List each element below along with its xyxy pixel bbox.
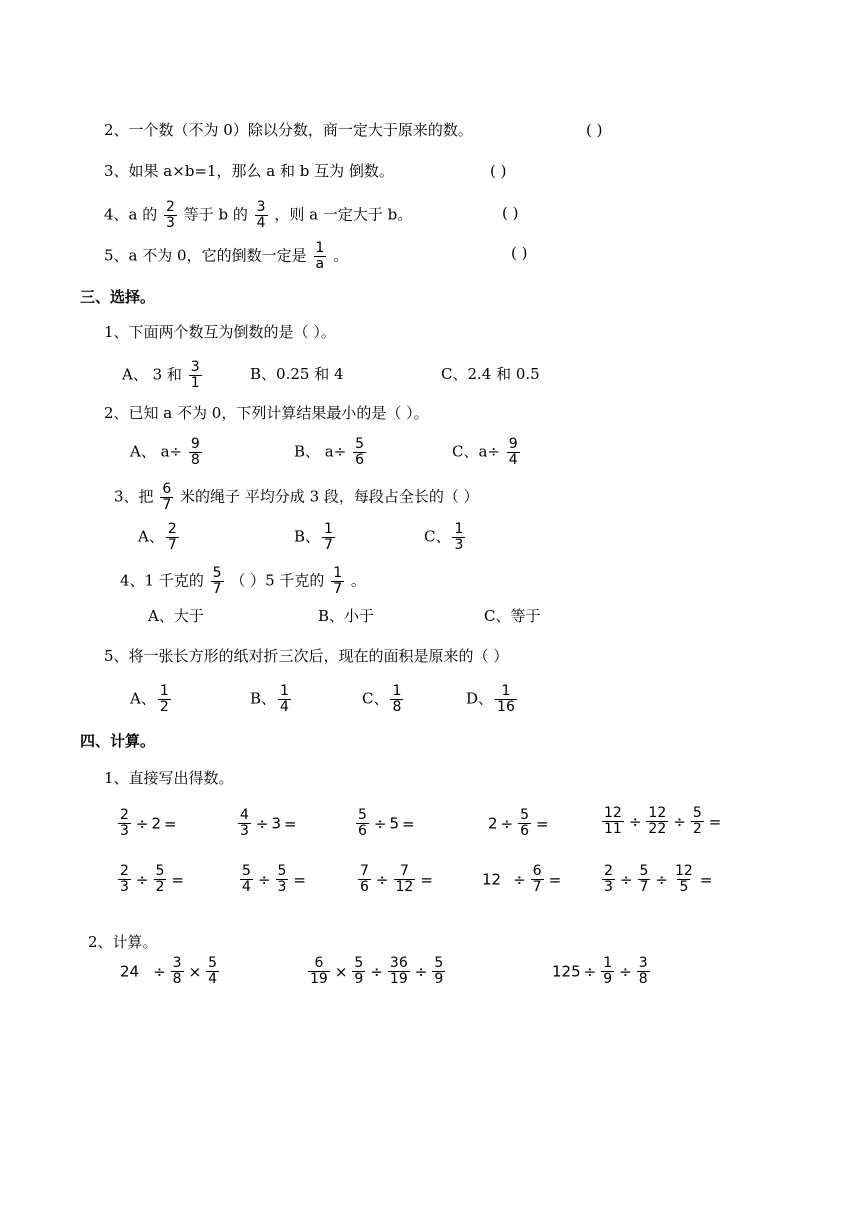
fraction [358,864,371,895]
numerator: 9 [508,436,518,452]
denominator: 4 [256,215,266,231]
denominator: 19 [389,971,408,987]
denominator: a [315,256,325,272]
expression [116,864,187,895]
choice-q1-text: 1、下面两个数互为倒数的是（ ）。 [104,323,336,341]
option-label: A、 a÷ [130,442,183,461]
expression [488,808,552,839]
fraction [158,684,171,715]
option-label: C、 [424,527,451,546]
fraction [278,684,291,715]
divide-sign: ÷ [375,870,389,889]
choice-q5-text: 5、将一张长方形的纸对折三次后，现在的面积是原来的（ ） [104,647,509,665]
denominator: 4 [280,699,289,715]
numerator: 5 [692,805,702,821]
number: 12 [482,870,502,889]
divide-sign: ÷ [153,962,166,981]
fraction [356,808,369,839]
equals-sign: = [699,870,713,889]
denominator: 9 [603,971,613,987]
numerator: 1 [603,955,613,971]
choice-q4-text [120,566,366,597]
fraction [637,956,650,987]
answer-blank-judge-2[interactable]: ( ) [586,121,603,139]
question-text: 米的绳子 平均分成 3 段，每段占全长的（ ） [180,487,479,506]
fraction [166,522,179,553]
fraction [276,864,289,895]
divide-sign: ÷ [513,870,526,889]
option-c[interactable] [424,522,467,553]
option-d[interactable] [466,684,519,715]
numerator: 12 [675,863,693,879]
denominator: 4 [508,452,518,468]
numerator: 5 [355,436,365,452]
number: 2 [151,814,162,833]
numerator: 6 [162,481,172,497]
section-heading-choice: 三、选择。 [80,288,156,306]
fraction [211,566,224,597]
fraction [602,864,615,895]
fraction [308,956,330,987]
answer-blank-judge-5[interactable]: ( ) [511,244,528,262]
option-a[interactable] [122,360,204,391]
divide-sign: ÷ [673,812,686,831]
denominator: 7 [162,497,172,513]
denominator: 19 [310,971,328,987]
fraction [238,808,251,839]
expression [356,864,436,895]
judge-item-3 [104,161,394,181]
fraction [118,808,131,839]
denominator: 3 [120,823,129,839]
numerator: 5 [212,565,222,581]
denominator: 7 [324,537,333,553]
denominator: 8 [190,452,200,468]
option-a[interactable]: A、大于 [148,607,204,625]
option-b[interactable] [250,684,293,715]
judge-item-5-text: 5、a 不为 0，它的倒数一定是 [104,246,307,265]
expression [236,808,300,839]
equals-sign: = [171,870,184,889]
divide-sign: ÷ [628,812,642,831]
numerator: 1 [333,565,343,581]
divide-sign: ÷ [370,962,383,981]
fraction [322,522,335,553]
divide-sign: ÷ [257,870,271,889]
calc-sub2-title: 2、计算。 [88,933,158,951]
equals-sign: = [284,814,297,833]
denominator: 22 [648,821,667,837]
question-text: 4、1 千克的 [120,571,204,590]
judge-item-2 [104,120,473,140]
option-c[interactable] [452,437,522,468]
choice-q3-text [114,482,479,513]
denominator: 16 [497,699,515,715]
numerator: 3 [638,955,648,971]
numerator: 2 [166,199,175,215]
judge-item-5 [104,241,348,272]
judge-item-4-text: ，则 a 一定大于 b。 [274,205,413,224]
equals-sign: = [164,814,177,833]
option-label: B、 [250,689,277,708]
numerator: 1 [324,521,333,537]
fraction [331,566,344,597]
denominator: 8 [392,699,402,715]
judge-item-2-text: 2、一个数（不为 0）除以分数，商一定大于原来的数。 [104,121,473,139]
divide-sign: ÷ [373,814,387,833]
denominator: 6 [355,452,365,468]
equals-sign: = [402,814,415,833]
fraction [189,360,202,391]
divide-sign: ÷ [655,870,668,889]
expression [116,808,180,839]
denominator: 9 [434,971,444,987]
option-b[interactable] [294,522,337,553]
denominator: 7 [639,879,649,895]
option-b[interactable] [294,437,368,468]
numerator: 3 [190,359,200,375]
denominator: 6 [358,823,367,839]
numerator: 4 [240,807,249,823]
denominator: 3 [166,215,175,231]
fraction [154,864,167,895]
fraction [171,956,184,987]
denominator: 3 [240,823,249,839]
divide-sign: ÷ [414,962,428,981]
numerator: 12 [648,805,667,821]
option-c[interactable]: C、2.4 和 0.5 [441,365,540,383]
fraction [638,864,651,895]
denominator: 12 [395,879,414,895]
fraction [313,241,326,272]
judge-item-5-text: 。 [333,246,349,265]
denominator: 3 [277,879,287,895]
numerator: 1 [501,683,511,699]
equals-sign: = [548,870,562,889]
judge-item-3-text: 3、如果 a×b=1，那么 a 和 b 互为 倒数。 [104,162,394,180]
numerator: 5 [277,863,287,879]
expression [482,864,564,895]
option-a[interactable] [130,684,173,715]
fraction [388,956,410,987]
option-c[interactable]: C、等于 [484,607,541,625]
expression [600,864,715,895]
expression [600,806,724,837]
numerator: 3 [256,199,266,215]
numerator: 12 [604,805,622,821]
numerator: 2 [120,863,129,879]
fraction [164,200,177,231]
denominator: 7 [212,581,222,597]
answer-blank-judge-3[interactable]: ( ) [490,162,507,180]
fraction [394,864,416,895]
fraction [353,437,366,468]
judge-item-4-text: 等于 b 的 [183,205,248,224]
divide-sign: ÷ [135,814,149,833]
fraction [255,200,268,231]
numerator: 6 [314,955,324,971]
numerator: 7 [360,863,369,879]
denominator: 4 [242,879,251,895]
fraction [452,522,465,553]
equals-sign: = [536,814,549,833]
numerator: 1 [454,521,464,537]
judge-item-4 [104,200,412,231]
option-label: C、 [362,689,389,708]
number: 2 [488,814,498,833]
denominator: 2 [155,879,165,895]
fraction [390,684,403,715]
equals-sign: = [708,812,722,831]
option-label: A、 [138,527,164,546]
numerator: 6 [532,863,542,879]
expression [552,956,652,987]
numerator: 5 [155,863,165,879]
fraction [646,806,668,837]
divide-sign: ÷ [619,870,633,889]
option-b[interactable]: B、0.25 和 4 [250,365,344,383]
expression [354,808,418,839]
denominator: 7 [333,581,343,597]
numerator: 5 [242,863,251,879]
numerator: 5 [354,955,364,971]
denominator: 8 [638,971,648,987]
option-c[interactable] [362,684,405,715]
denominator: 1 [190,375,200,391]
denominator: 7 [532,879,542,895]
fraction [432,956,445,987]
fraction [189,437,202,468]
denominator: 2 [692,821,702,837]
denominator: 6 [360,879,369,895]
fraction [673,864,695,895]
expression [238,864,309,895]
fraction [518,808,531,839]
denominator: 2 [159,699,169,715]
option-label: B、 [294,527,321,546]
option-b[interactable]: B、小于 [318,607,375,625]
question-text: （ ）5 千克的 [230,571,325,590]
fraction [240,864,253,895]
numerator: 36 [389,955,408,971]
expression [120,956,221,987]
multiply-sign: × [334,962,348,981]
denominator: 8 [172,971,182,987]
numerator: 5 [434,955,444,971]
option-label: B、 a÷ [294,442,347,461]
option-label: A、 3 和 [122,365,182,384]
denominator: 11 [604,821,622,837]
fraction [507,437,520,468]
denominator: 4 [208,971,218,987]
fraction [495,684,517,715]
numerator: 1 [315,240,325,256]
fraction [206,956,219,987]
numerator: 1 [159,683,169,699]
fraction [691,806,704,837]
option-a[interactable] [130,437,204,468]
choice-q2-text: 2、已知 a 不为 0，下列计算结果最小的是（ ）。 [104,404,429,422]
numerator: 5 [208,955,218,971]
denominator: 3 [454,537,464,553]
number: 5 [389,814,400,833]
fraction [602,806,624,837]
option-a[interactable] [138,522,181,553]
fraction [601,956,614,987]
equals-sign: = [293,870,306,889]
option-label: A、 [130,689,156,708]
numerator: 9 [190,436,200,452]
fraction [352,956,365,987]
numerator: 1 [392,683,402,699]
divide-sign: ÷ [619,962,632,981]
divide-sign: ÷ [583,962,597,981]
equals-sign: = [420,870,433,889]
calc-sub1-title: 1、直接写出得数。 [104,769,234,787]
judge-item-4-text: 4、a 的 [104,205,158,224]
fraction [531,864,544,895]
number: 125 [552,962,581,981]
denominator: 6 [520,823,530,839]
divide-sign: ÷ [135,870,149,889]
answer-blank-judge-4[interactable]: ( ) [502,204,519,222]
numerator: 7 [399,863,409,879]
numerator: 1 [280,683,289,699]
denominator: 5 [679,879,689,895]
option-label: C、a÷ [452,442,500,461]
expression [306,956,447,987]
divide-sign: ÷ [255,814,269,833]
question-text: 3、把 [114,487,154,506]
option-label: D、 [466,689,494,708]
divide-sign: ÷ [500,814,514,833]
numerator: 2 [167,521,177,537]
denominator: 7 [167,537,177,553]
section-heading-calc: 四、计算。 [80,732,156,750]
numerator: 3 [172,955,182,971]
denominator: 3 [120,879,129,895]
numerator: 5 [639,863,649,879]
numerator: 2 [604,863,613,879]
numerator: 5 [358,807,367,823]
denominator: 9 [354,971,364,987]
multiply-sign: × [188,962,202,981]
number: 3 [271,814,282,833]
number: 24 [120,962,140,981]
fraction [118,864,131,895]
question-text: 。 [350,571,366,590]
numerator: 5 [520,807,530,823]
fraction [160,482,173,513]
denominator: 3 [604,879,613,895]
numerator: 2 [120,807,129,823]
